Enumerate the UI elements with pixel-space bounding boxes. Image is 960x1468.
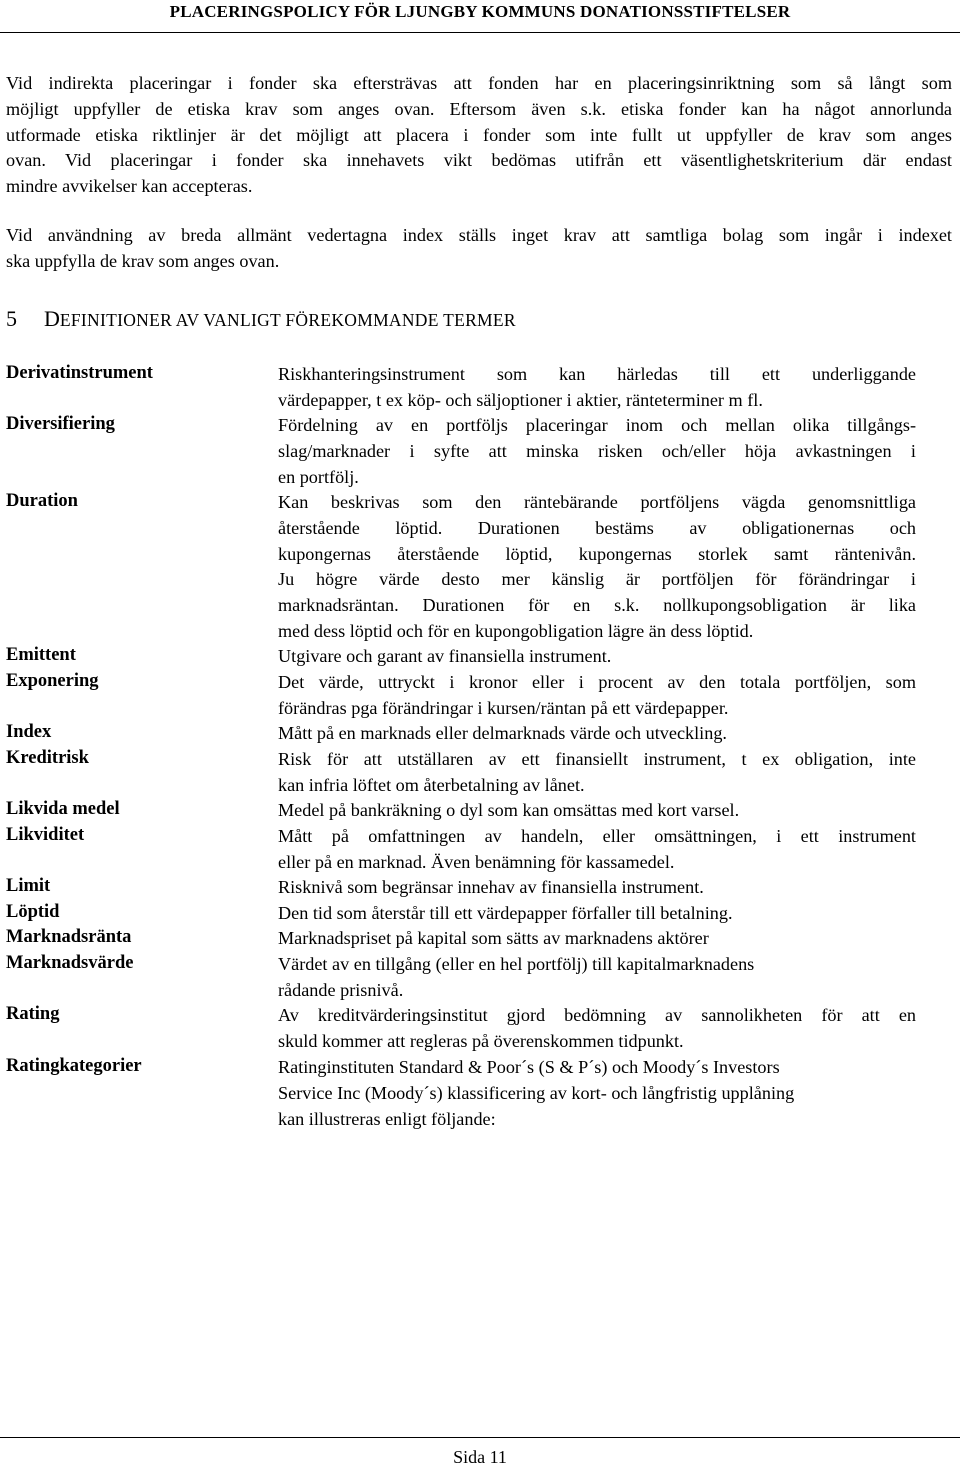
term-diversifiering: Diversifiering [6, 414, 115, 434]
paragraph-line: Vid indirekta placeringar i fonder ska eftersträvas att fonden har en placeringsinriktning som så långt som [6, 73, 952, 93]
definition-line: återstående löptid. Durationen bestäms av obligationernas och [278, 517, 916, 538]
term-kreditrisk: Kreditrisk [6, 748, 89, 768]
paragraph-line: Vid användning av breda allmänt vedertagna index ställs inget krav att samtliga bolag som ingår i indexet [6, 225, 952, 245]
term-likvida-medel: Likvida medel [6, 799, 120, 819]
definition-exponering [278, 670, 916, 722]
definition-likviditet [278, 824, 916, 876]
term-emittent: Emittent [6, 645, 76, 665]
definition-line: Av kreditvärderingsinstitut gjord bedömning av sannolikheten för att en [278, 1005, 916, 1025]
term-duration: Duration [6, 491, 78, 511]
section-title-rest: EFINITIONER AV VANLIGT FÖREKOMMANDE TERMER [59, 310, 516, 330]
definition-emittent [278, 644, 916, 670]
definition-likvida-medel [278, 798, 916, 824]
term-likviditet: Likviditet [6, 825, 85, 845]
definition-line: förändras pga förändringar i kursen/räntan på ett värdepapper. [278, 697, 729, 718]
definition-line: kan illustreras enligt följande: [278, 1108, 496, 1129]
definition-line: Risk för att utställaren av ett finansiellt instrument, t ex obligation, inte [278, 749, 916, 769]
paragraph-index-usage [6, 223, 952, 275]
definition-marknadsranta [278, 926, 916, 952]
definition-line: Service Inc (Moody´s) klassificering av kort- och långfristig upplåning [278, 1082, 795, 1103]
definition-line: Riskhanteringsinstrument som kan härledas till ett underliggande [278, 364, 916, 384]
definition-line: Ratinginstituten Standard & Poor´s (S & P´s) och Moody´s Investors [278, 1057, 780, 1077]
section-heading [6, 306, 516, 332]
definition-line: en portfölj. [278, 466, 359, 487]
definition-line: kan infria löftet om återbetalning av lånet. [278, 774, 585, 795]
definition-diversifiering [278, 413, 916, 490]
definition-line: Den tid som återstår till ett värdepapper förfaller till betalning. [278, 903, 733, 923]
section-title-initial: D [44, 306, 60, 331]
definition-kreditrisk [278, 747, 916, 799]
paragraph-line: ovan. Vid placeringar i fonder ska innehavets vikt bedömas utifrån ett väsentlighetskriterium där endast [6, 150, 952, 171]
definition-line: marknadsräntan. Durationen för en s.k. nollkupongsobligation är lika [278, 595, 916, 616]
definition-line: Det värde, uttryckt i kronor eller i procent av den totala portföljen, som [278, 672, 916, 692]
definition-limit [278, 875, 916, 901]
definition-line: kupongernas återstående löptid, kupongernas storlek samt räntenivån. [278, 543, 916, 564]
definition-derivatinstrument [278, 362, 916, 414]
definition-duration [278, 490, 916, 645]
definition-loptid [278, 901, 916, 927]
footer-divider [0, 1437, 960, 1438]
header-divider [0, 32, 960, 33]
definition-line: Mått på en marknads eller delmarknads värde och utveckling. [278, 723, 727, 743]
paragraph-indirect-placements [6, 71, 952, 200]
section-number: 5 [6, 306, 17, 331]
term-loptid: Löptid [6, 902, 60, 922]
page-number: Sida 11 [453, 1447, 507, 1467]
definition-line: Medel på bankräkning o dyl som kan omsättas med kort varsel. [278, 800, 740, 820]
definition-line: Risknivå som begränsar innehav av finansiella instrument. [278, 877, 704, 897]
definition-ratingkategorier [278, 1055, 916, 1132]
term-limit: Limit [6, 876, 51, 896]
term-index: Index [6, 722, 52, 742]
definition-line: Ju högre värde desto mer känslig är portföljen för förändringar i [278, 569, 916, 590]
definition-line: skuld kommer att regleras på överenskommen tidpunkt. [278, 1030, 684, 1051]
definition-line: Marknadspriset på kapital som sätts av marknadens aktörer [278, 928, 709, 948]
definition-line: rådande prisnivå. [278, 979, 404, 1000]
definition-rating [278, 1003, 916, 1055]
term-derivatinstrument: Derivatinstrument [6, 363, 153, 383]
definition-line: slag/marknader i syfte att minska risken och/eller höja avkastningen i [278, 440, 916, 461]
definition-line: värdepapper, t ex köp- och säljoptioner i aktier, ränteterminer m fl. [278, 389, 763, 410]
definition-line: med dess löptid och för en kupongobligation lägre än dess löptid. [278, 620, 754, 641]
term-marknadsranta: Marknadsränta [6, 927, 132, 947]
definition-line: Mått på omfattningen av handeln, eller omsättningen, i ett instrument [278, 826, 916, 846]
paragraph-line: ska uppfylla de krav som anges ovan. [6, 250, 280, 271]
document-header: PLACERINGSPOLICY FÖR LJUNGBY KOMMUNS DONATIONSSTIFTELSER [169, 2, 791, 21]
paragraph-line: utformade etiska riktlinjer är det möjligt att placera i fonder som inte fullt ut uppfyller de krav som anges [6, 124, 952, 145]
definition-marknadsvarde [278, 952, 916, 1004]
term-rating: Rating [6, 1004, 60, 1024]
paragraph-line: möjligt uppfyller de etiska krav som anges ovan. Eftersom även s.k. etiska fonder kan ha något annorlunda [6, 98, 952, 119]
definition-line: Kan beskrivas som den räntebärande portföljens vägda genomsnittliga [278, 492, 916, 512]
definition-index [278, 721, 916, 747]
definition-line: Utgivare och garant av finansiella instrument. [278, 646, 612, 666]
term-ratingkategorier: Ratingkategorier [6, 1056, 142, 1076]
definition-line: Värdet av en tillgång (eller en hel portfölj) till kapitalmarknadens [278, 954, 755, 974]
term-exponering: Exponering [6, 671, 99, 691]
definition-line: eller på en marknad. Även benämning för kassamedel. [278, 851, 675, 872]
paragraph-line: mindre avvikelser kan accepteras. [6, 176, 253, 197]
term-marknadsvarde: Marknadsvärde [6, 953, 134, 973]
definition-line: Fördelning av en portföljs placeringar inom och mellan olika tillgångs- [278, 415, 916, 435]
